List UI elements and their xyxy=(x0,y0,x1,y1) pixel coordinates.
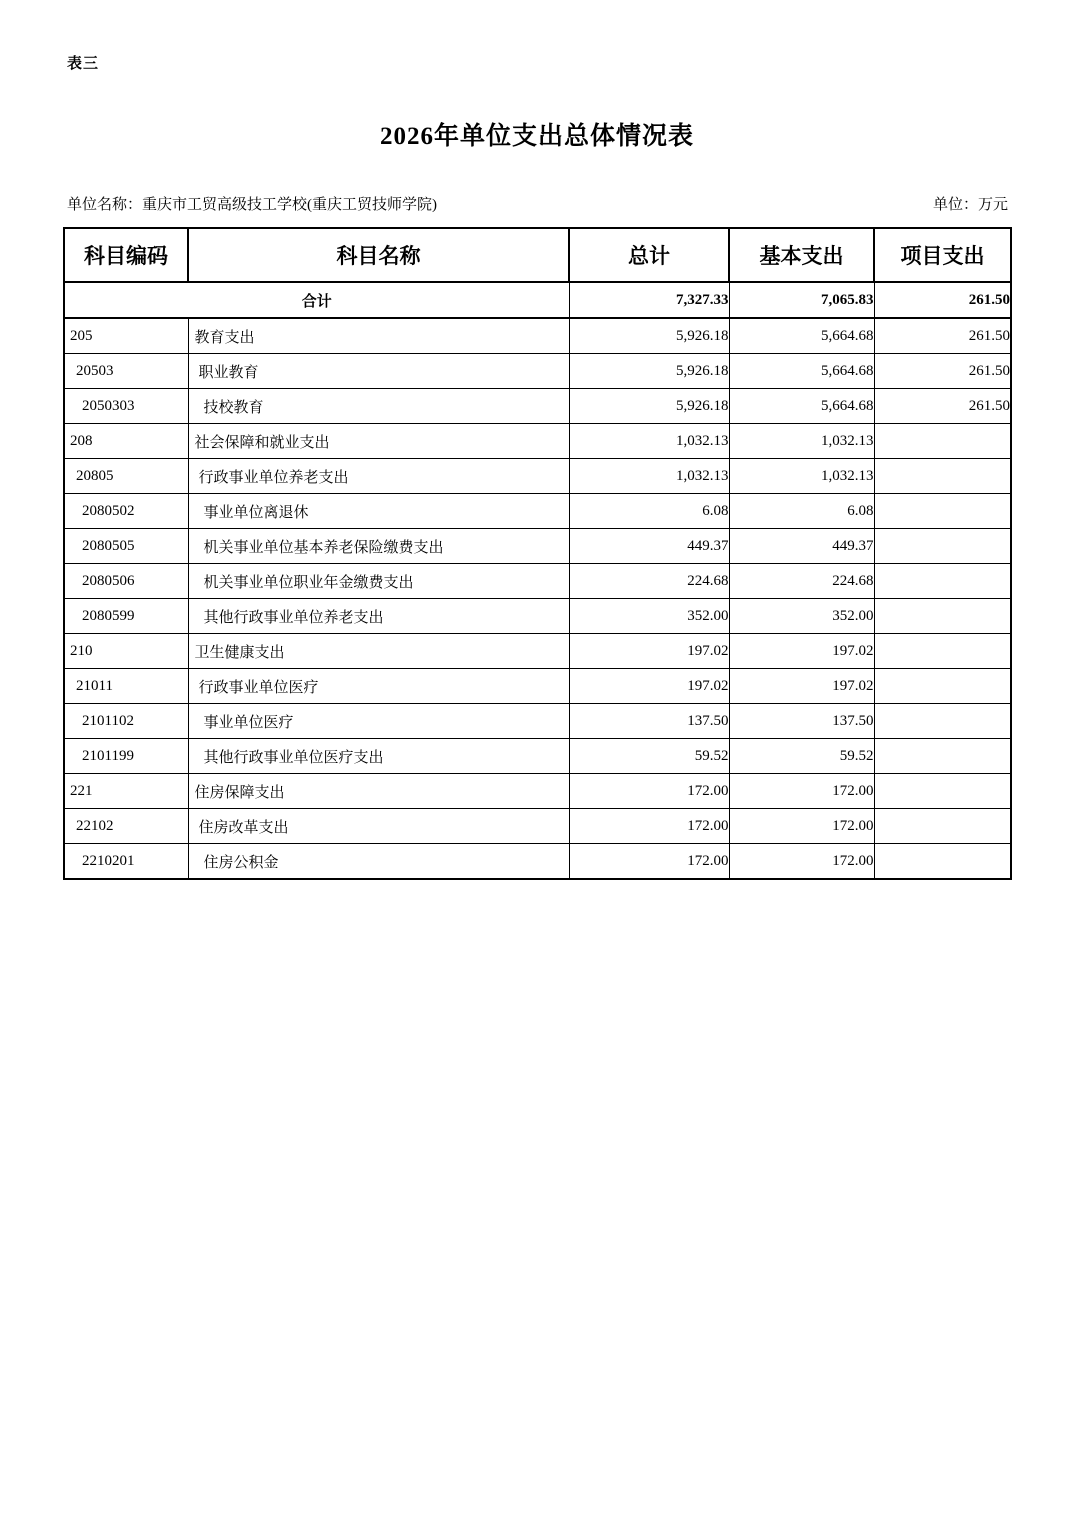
subject-code-cell: 20503 xyxy=(64,354,188,389)
meta-row xyxy=(67,193,1008,214)
expenditure-table xyxy=(63,227,1012,880)
subject-name-cell: 行政事业单位医疗 xyxy=(188,669,569,704)
basic-expenditure-cell: 137.50 xyxy=(729,704,874,739)
total-row xyxy=(64,282,1011,318)
project-expenditure-cell: 261.50 xyxy=(874,318,1011,354)
table-row xyxy=(64,809,1011,844)
project-expenditure-cell xyxy=(874,669,1011,704)
table-row xyxy=(64,739,1011,774)
subject-name-cell: 事业单位离退休 xyxy=(188,494,569,529)
table-row xyxy=(64,704,1011,739)
table-row xyxy=(64,564,1011,599)
subject-name-cell: 职业教育 xyxy=(188,354,569,389)
total-cell: 137.50 xyxy=(569,704,729,739)
subject-name-cell: 住房改革支出 xyxy=(188,809,569,844)
total-cell: 1,032.13 xyxy=(569,459,729,494)
basic-expenditure-cell: 59.52 xyxy=(729,739,874,774)
table-row xyxy=(64,494,1011,529)
subject-name-cell: 住房保障支出 xyxy=(188,774,569,809)
project-expenditure-cell: 261.50 xyxy=(874,389,1011,424)
sheet-label: 表三 xyxy=(67,55,100,72)
basic-expenditure-cell: 197.02 xyxy=(729,634,874,669)
subject-name-cell: 社会保障和就业支出 xyxy=(188,424,569,459)
project-expenditure-cell xyxy=(874,739,1011,774)
total-cell: 352.00 xyxy=(569,599,729,634)
subject-code-cell: 2101199 xyxy=(64,739,188,774)
total-row-project-cell: 261.50 xyxy=(874,282,1011,318)
basic-expenditure-cell: 1,032.13 xyxy=(729,459,874,494)
project-expenditure-cell xyxy=(874,424,1011,459)
total-row-total-cell: 7,327.33 xyxy=(569,282,729,318)
column-header-project-expenditure: 项目支出 xyxy=(874,228,1011,282)
total-cell: 5,926.18 xyxy=(569,354,729,389)
subject-code-cell: 210 xyxy=(64,634,188,669)
subject-code-cell: 2210201 xyxy=(64,844,188,880)
subject-name-cell: 卫生健康支出 xyxy=(188,634,569,669)
subject-code-cell: 208 xyxy=(64,424,188,459)
project-expenditure-cell xyxy=(874,494,1011,529)
subject-name-cell: 机关事业单位基本养老保险缴费支出 xyxy=(188,529,569,564)
subject-code-cell: 20805 xyxy=(64,459,188,494)
project-expenditure-cell xyxy=(874,564,1011,599)
table-row xyxy=(64,634,1011,669)
basic-expenditure-cell: 5,664.68 xyxy=(729,318,874,354)
total-row-basic-cell: 7,065.83 xyxy=(729,282,874,318)
basic-expenditure-cell: 449.37 xyxy=(729,529,874,564)
column-header-total: 总计 xyxy=(569,228,729,282)
subject-code-cell: 2080599 xyxy=(64,599,188,634)
subject-code-cell: 2101102 xyxy=(64,704,188,739)
subject-name-cell: 行政事业单位养老支出 xyxy=(188,459,569,494)
subject-code-cell: 21011 xyxy=(64,669,188,704)
basic-expenditure-cell: 352.00 xyxy=(729,599,874,634)
table-row xyxy=(64,424,1011,459)
subject-name-cell: 事业单位医疗 xyxy=(188,704,569,739)
basic-expenditure-cell: 197.02 xyxy=(729,669,874,704)
subject-name-cell: 其他行政事业单位医疗支出 xyxy=(188,739,569,774)
subject-code-cell: 2080502 xyxy=(64,494,188,529)
subject-code-cell: 221 xyxy=(64,774,188,809)
total-cell: 449.37 xyxy=(569,529,729,564)
total-cell: 197.02 xyxy=(569,634,729,669)
total-cell: 172.00 xyxy=(569,809,729,844)
unit-name-label: 单位名称：重庆市工贸高级技工学校(重庆工贸技师学院) xyxy=(67,197,437,213)
project-expenditure-cell xyxy=(874,704,1011,739)
table-header-row xyxy=(64,228,1011,282)
total-row-label: 合计 xyxy=(64,282,569,318)
total-cell: 197.02 xyxy=(569,669,729,704)
basic-expenditure-cell: 5,664.68 xyxy=(729,389,874,424)
total-cell: 224.68 xyxy=(569,564,729,599)
basic-expenditure-cell: 172.00 xyxy=(729,844,874,880)
subject-code-cell: 2080506 xyxy=(64,564,188,599)
total-cell: 1,032.13 xyxy=(569,424,729,459)
table-row xyxy=(64,318,1011,354)
basic-expenditure-cell: 172.00 xyxy=(729,809,874,844)
project-expenditure-cell xyxy=(874,634,1011,669)
table-row xyxy=(64,844,1011,880)
basic-expenditure-cell: 172.00 xyxy=(729,774,874,809)
column-header-basic-expenditure: 基本支出 xyxy=(729,228,874,282)
subject-code-cell: 22102 xyxy=(64,809,188,844)
subject-code-cell: 2080505 xyxy=(64,529,188,564)
total-cell: 5,926.18 xyxy=(569,318,729,354)
subject-name-cell: 住房公积金 xyxy=(188,844,569,880)
table-row xyxy=(64,354,1011,389)
table-row xyxy=(64,599,1011,634)
total-cell: 172.00 xyxy=(569,844,729,880)
subject-name-cell: 教育支出 xyxy=(188,318,569,354)
subject-name-cell: 机关事业单位职业年金缴费支出 xyxy=(188,564,569,599)
total-cell: 59.52 xyxy=(569,739,729,774)
table-row xyxy=(64,529,1011,564)
total-cell: 6.08 xyxy=(569,494,729,529)
project-expenditure-cell xyxy=(874,529,1011,564)
subject-code-cell: 205 xyxy=(64,318,188,354)
project-expenditure-cell xyxy=(874,809,1011,844)
table-row xyxy=(64,669,1011,704)
basic-expenditure-cell: 6.08 xyxy=(729,494,874,529)
subject-name-cell: 技校教育 xyxy=(188,389,569,424)
project-expenditure-cell: 261.50 xyxy=(874,354,1011,389)
basic-expenditure-cell: 5,664.68 xyxy=(729,354,874,389)
column-header-subject-code: 科目编码 xyxy=(64,228,188,282)
project-expenditure-cell xyxy=(874,599,1011,634)
table-row xyxy=(64,389,1011,424)
subject-name-cell: 其他行政事业单位养老支出 xyxy=(188,599,569,634)
column-header-subject-name: 科目名称 xyxy=(188,228,569,282)
project-expenditure-cell xyxy=(874,844,1011,880)
unit-measure-label: 单位：万元 xyxy=(932,197,1008,213)
page-title: 2026年单位支出总体情况表 xyxy=(379,123,694,150)
basic-expenditure-cell: 1,032.13 xyxy=(729,424,874,459)
project-expenditure-cell xyxy=(874,774,1011,809)
project-expenditure-cell xyxy=(874,459,1011,494)
basic-expenditure-cell: 224.68 xyxy=(729,564,874,599)
table-row xyxy=(64,774,1011,809)
total-cell: 172.00 xyxy=(569,774,729,809)
subject-code-cell: 2050303 xyxy=(64,389,188,424)
table-row xyxy=(64,459,1011,494)
total-cell: 5,926.18 xyxy=(569,389,729,424)
